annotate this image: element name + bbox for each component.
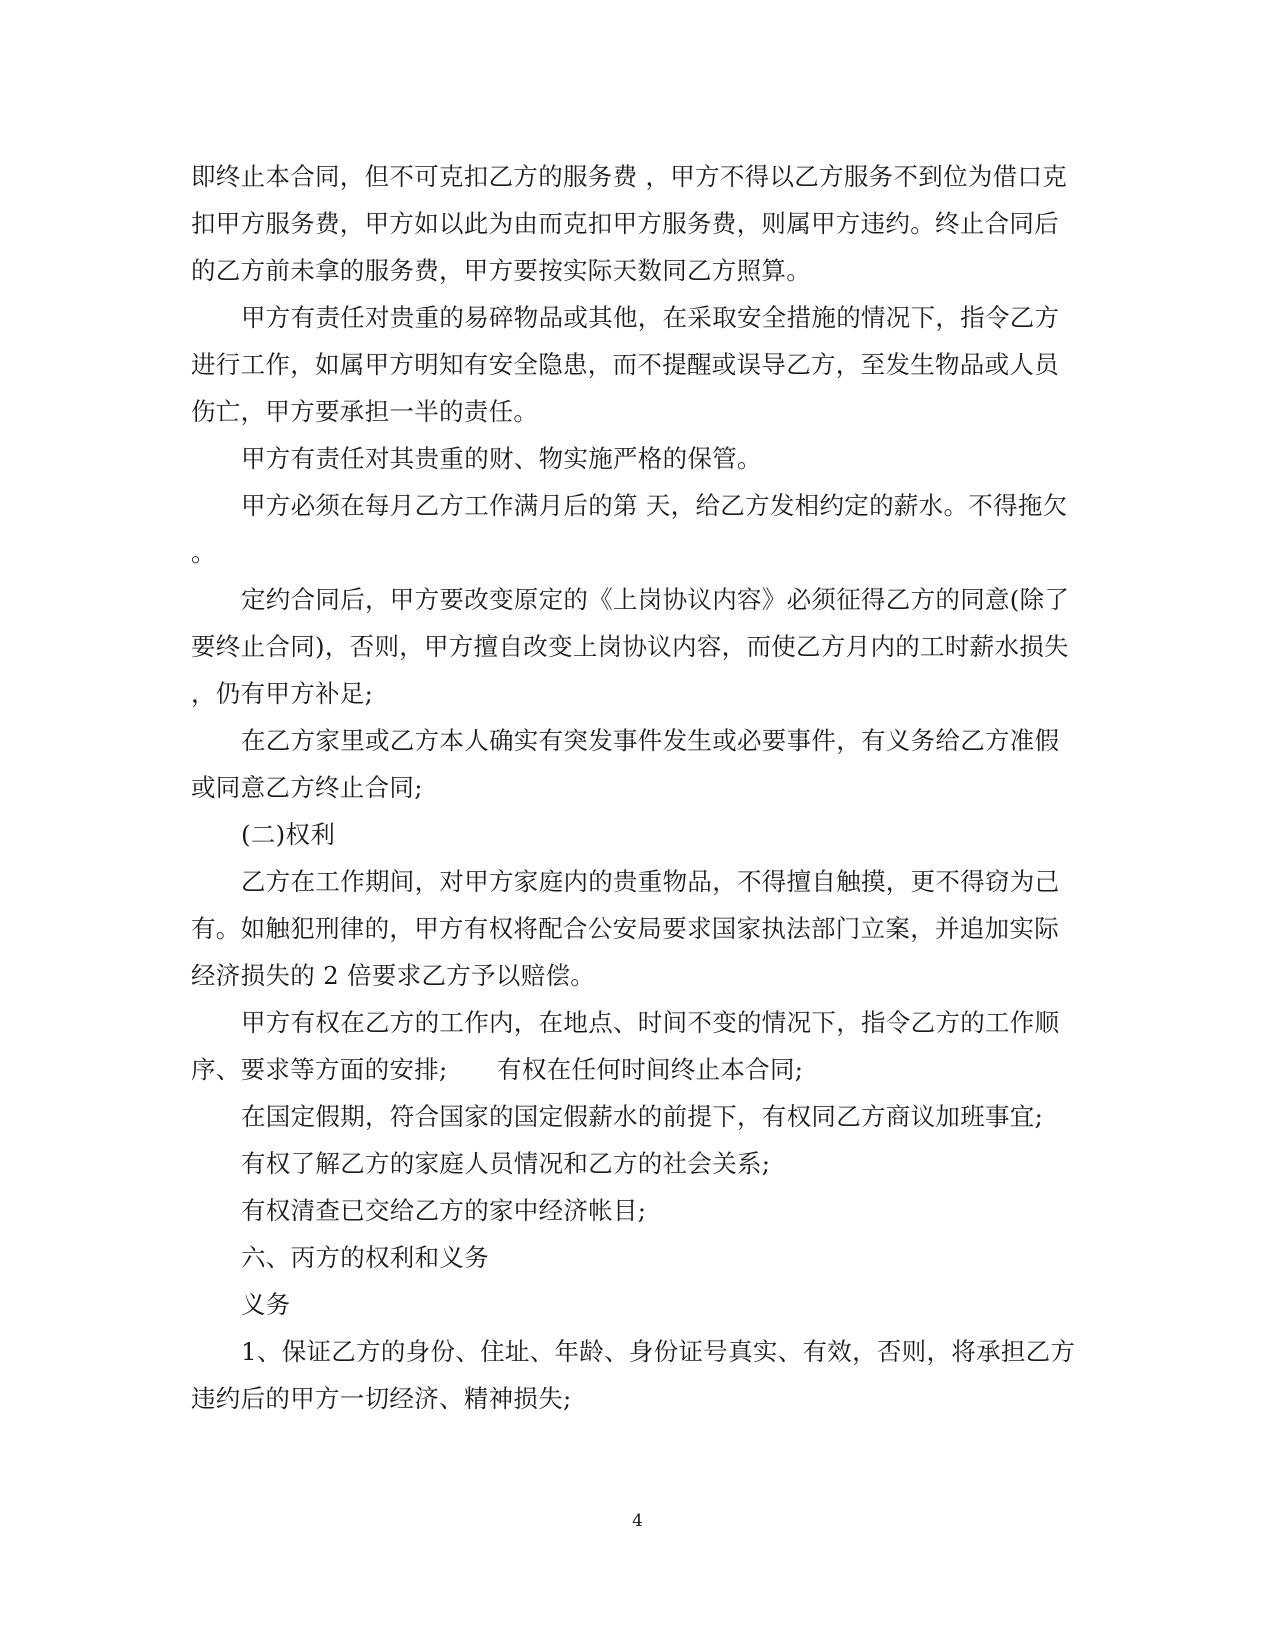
text-line: 有。如触犯刑律的，甲方有权将配合公安局要求国家执法部门立案，并追加实际 [191,914,1059,943]
text-line: 1、保证乙方的身份、住址、年龄、身份证号真实、有效，否则，将承担乙方 [241,1337,1076,1366]
text-line: 。 [191,538,216,567]
text-line: 序、要求等方面的安排; 有权在任何时间终止本合同; [191,1055,804,1084]
text-line: 甲方有责任对其贵重的财、物实施严格的保管。 [241,444,762,473]
text-line: 定约合同后，甲方要改变原定的《上岗协议内容》必须征得乙方的同意(除了 [241,585,1070,614]
text-line: 违约后的甲方一切经济、精神损失; [191,1384,572,1413]
text-line: 的乙方前未拿的服务费，甲方要按实际天数同乙方照算。 [191,256,811,285]
text-line: 甲方有权在乙方的工作内，在地点、时间不变的情况下，指令乙方的工作顺 [241,1008,1060,1037]
section-heading: 六、丙方的权利和义务 [241,1243,489,1272]
text-line: 经济损失的 2 倍要求乙方予以赔偿。 [191,961,596,990]
text-line: 在乙方家里或乙方本人确实有突发事件发生或必要事件，有义务给乙方准假 [241,726,1060,755]
text-line: 有权了解乙方的家庭人员情况和乙方的社会关系; [241,1149,771,1178]
text-line: 即终止本合同，但不可克扣乙方的服务费 ，甲方不得以乙方服务不到位为借口克 [191,162,1068,191]
text-line: 甲方有责任对贵重的易碎物品或其他，在采取安全措施的情况下，指令乙方 [241,303,1060,332]
text-line: 甲方必须在每月乙方工作满月后的第 天，给乙方发相约定的薪水。不得拖欠 [241,491,1068,520]
text-line: 伤亡，甲方要承担一半的责任。 [191,397,539,426]
text-line: 扣甲方服务费，甲方如以此为由而克扣甲方服务费，则属甲方违约。终止合同后 [191,209,1059,238]
subsection-heading: 义务 [241,1290,291,1319]
text-line: 乙方在工作期间，对甲方家庭内的贵重物品，不得擅自触摸，更不得窃为己 [241,867,1060,896]
text-line: 要终止合同)，否则，甲方擅自改变上岗协议内容，而使乙方月内的工时薪水损失 [191,632,1069,661]
page-number: 4 [632,1511,643,1531]
text-line: 或同意乙方终止合同; [191,773,423,802]
text-line: 在国定假期，符合国家的国定假薪水的前提下，有权同乙方商议加班事宜; [241,1102,1044,1131]
section-heading: (二)权利 [241,820,336,849]
text-line: 进行工作，如属甲方明知有安全隐患，而不提醒或误导乙方，至发生物品或人员 [191,350,1059,379]
text-line: 有权清查已交给乙方的家中经济帐目; [241,1196,647,1225]
text-line: ，仍有甲方补足; [191,679,374,708]
